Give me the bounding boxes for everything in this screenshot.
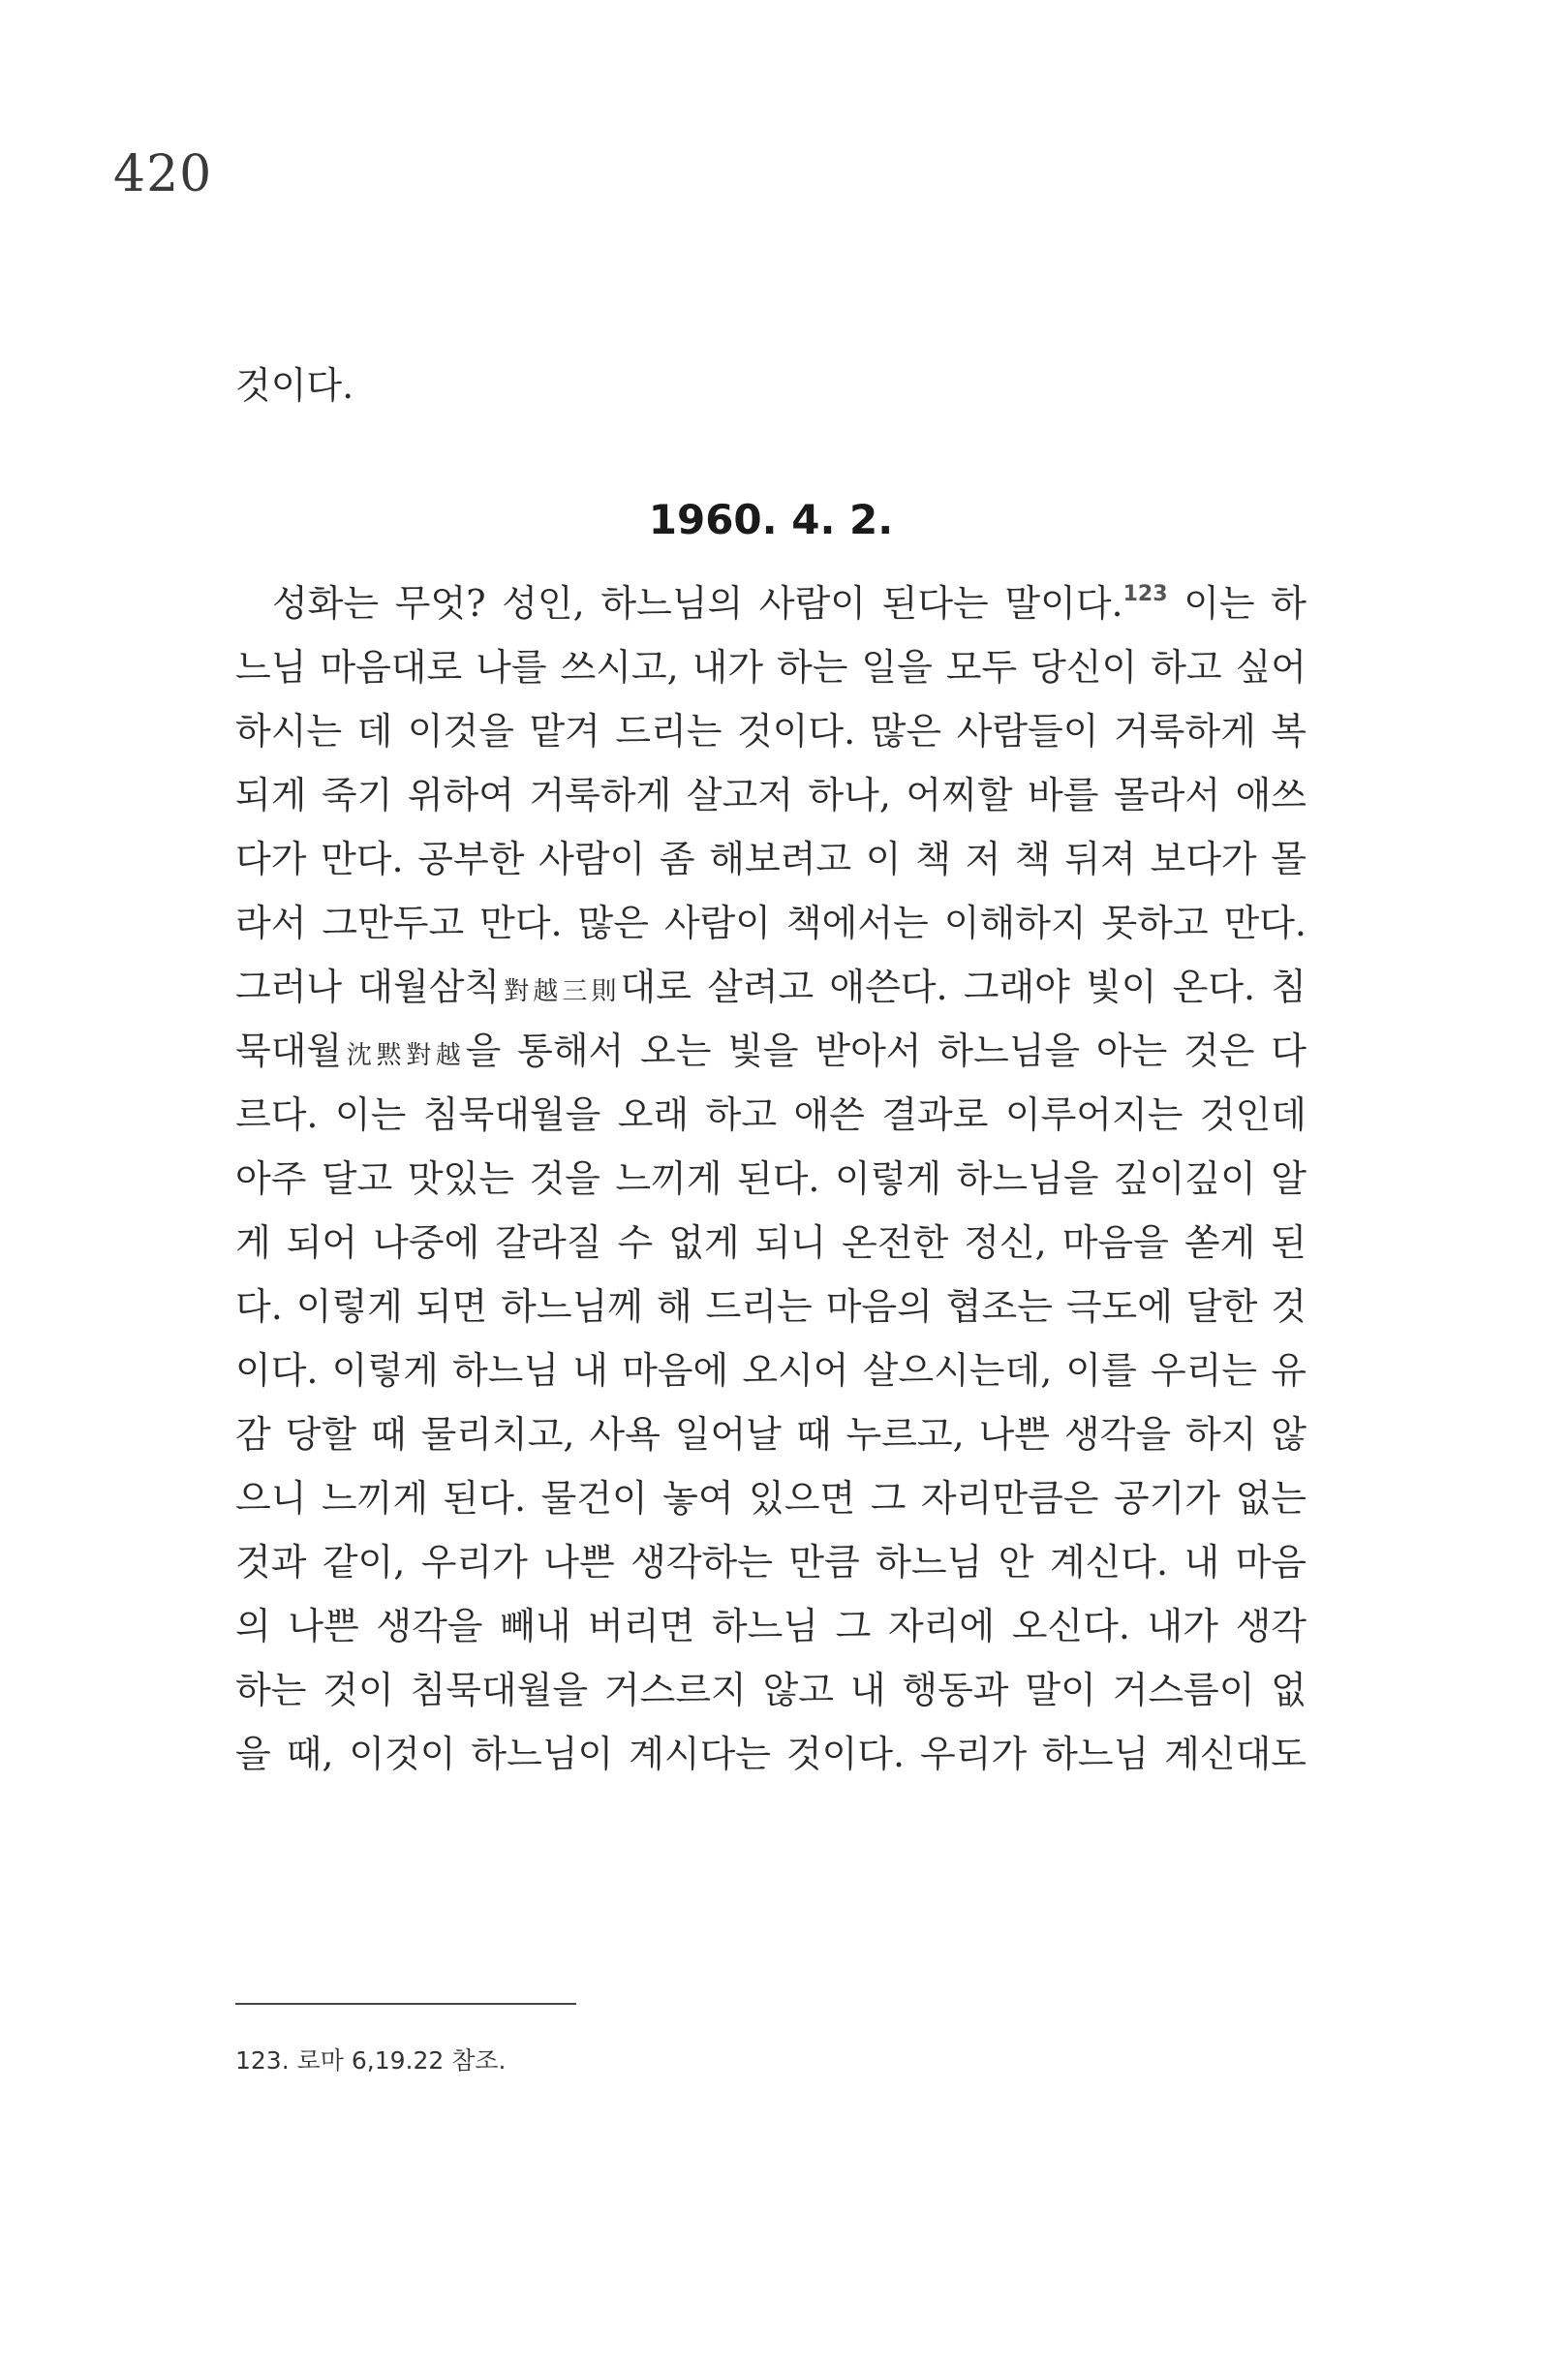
- carry-over-text: 것이다.: [235, 364, 354, 407]
- footnote-text: 123. 로마 6,19.22 참조.: [235, 2046, 507, 2075]
- body-line: 아주 달고 맛있는 것을 느끼게 된다. 이렇게 하느님을 깊이깊이 알: [235, 1157, 1307, 1200]
- body-line-text: 을 통해서 오는 빛을 받아서 하느님을 아는 것은 다: [465, 1030, 1307, 1072]
- body-line: [235, 955, 1307, 1019]
- hanja-gloss: 沈黙對越: [342, 1041, 466, 1070]
- hanja-gloss: 對越三則: [500, 977, 621, 1006]
- body-line: 다. 이렇게 되면 하느님께 해 드리는 마음의 협조는 극도에 달한 것: [235, 1285, 1307, 1328]
- body-line-text: 대로 살려고 애쓴다. 그래야 빛이 온다. 침: [620, 966, 1307, 1008]
- footnote-divider: [235, 2003, 576, 2005]
- body-line-text: 묵대월: [235, 1030, 343, 1072]
- body-line: 의 나쁜 생각을 빼내 버리면 하느님 그 자리에 오신다. 내가 생각: [235, 1605, 1307, 1647]
- body-line: 게 되어 나중에 갈라질 수 없게 되니 온전한 정신, 마음을 쏟게 된: [235, 1221, 1307, 1264]
- body-line-text: 성화는 무엇? 성인, 하느님의 사람이 된다는 말이다.: [272, 582, 1123, 625]
- entry-date-heading: 1960. 4. 2.: [648, 496, 894, 543]
- body-line: 것과 같이, 우리가 나쁜 생각하는 만큼 하느님 안 계신다. 내 마음: [235, 1541, 1307, 1584]
- body-line: [235, 571, 1307, 635]
- body-line: 이다. 이렇게 하느님 내 마음에 오시어 살으시는데, 이를 우리는 유: [235, 1349, 1307, 1392]
- body-line: 으니 느끼게 된다. 물건이 놓여 있으면 그 자리만큼은 공기가 없는: [235, 1477, 1307, 1520]
- body-line: 을 때, 이것이 하느님이 계시다는 것이다. 우리가 하느님 계신대도: [235, 1733, 1307, 1775]
- body-line: 되게 죽기 위하여 거룩하게 살고저 하나, 어찌할 바를 몰라서 애쓰: [235, 774, 1307, 816]
- body-line: 하는 것이 침묵대월을 거스르지 않고 내 행동과 말이 거스름이 없: [235, 1669, 1307, 1711]
- page-number: 420: [113, 145, 213, 203]
- body-line: 다가 만다. 공부한 사람이 좀 해보려고 이 책 저 책 뒤져 보다가 몰: [235, 838, 1307, 880]
- body-line: 라서 그만두고 만다. 많은 사람이 책에서는 이해하지 못하고 만다.: [235, 902, 1307, 944]
- body-line: 감 당할 때 물리치고, 사욕 일어날 때 누르고, 나쁜 생각을 하지 않: [235, 1413, 1307, 1456]
- body-line-text: 이는 하: [1167, 582, 1307, 625]
- body-line: 하시는 데 이것을 맡겨 드리는 것이다. 많은 사람들이 거룩하게 복: [235, 710, 1307, 753]
- entry-body: [235, 571, 1307, 1786]
- footnote-reference: 123: [1122, 582, 1168, 606]
- body-line: [235, 1019, 1307, 1083]
- body-line: 느님 마음대로 나를 쓰시고, 내가 하는 일을 모두 당신이 하고 싶어: [235, 646, 1307, 689]
- body-line-text: 그러나 대월삼칙: [235, 966, 501, 1008]
- body-line: 르다. 이는 침묵대월을 오래 하고 애쓴 결과로 이루어지는 것인데: [235, 1093, 1307, 1136]
